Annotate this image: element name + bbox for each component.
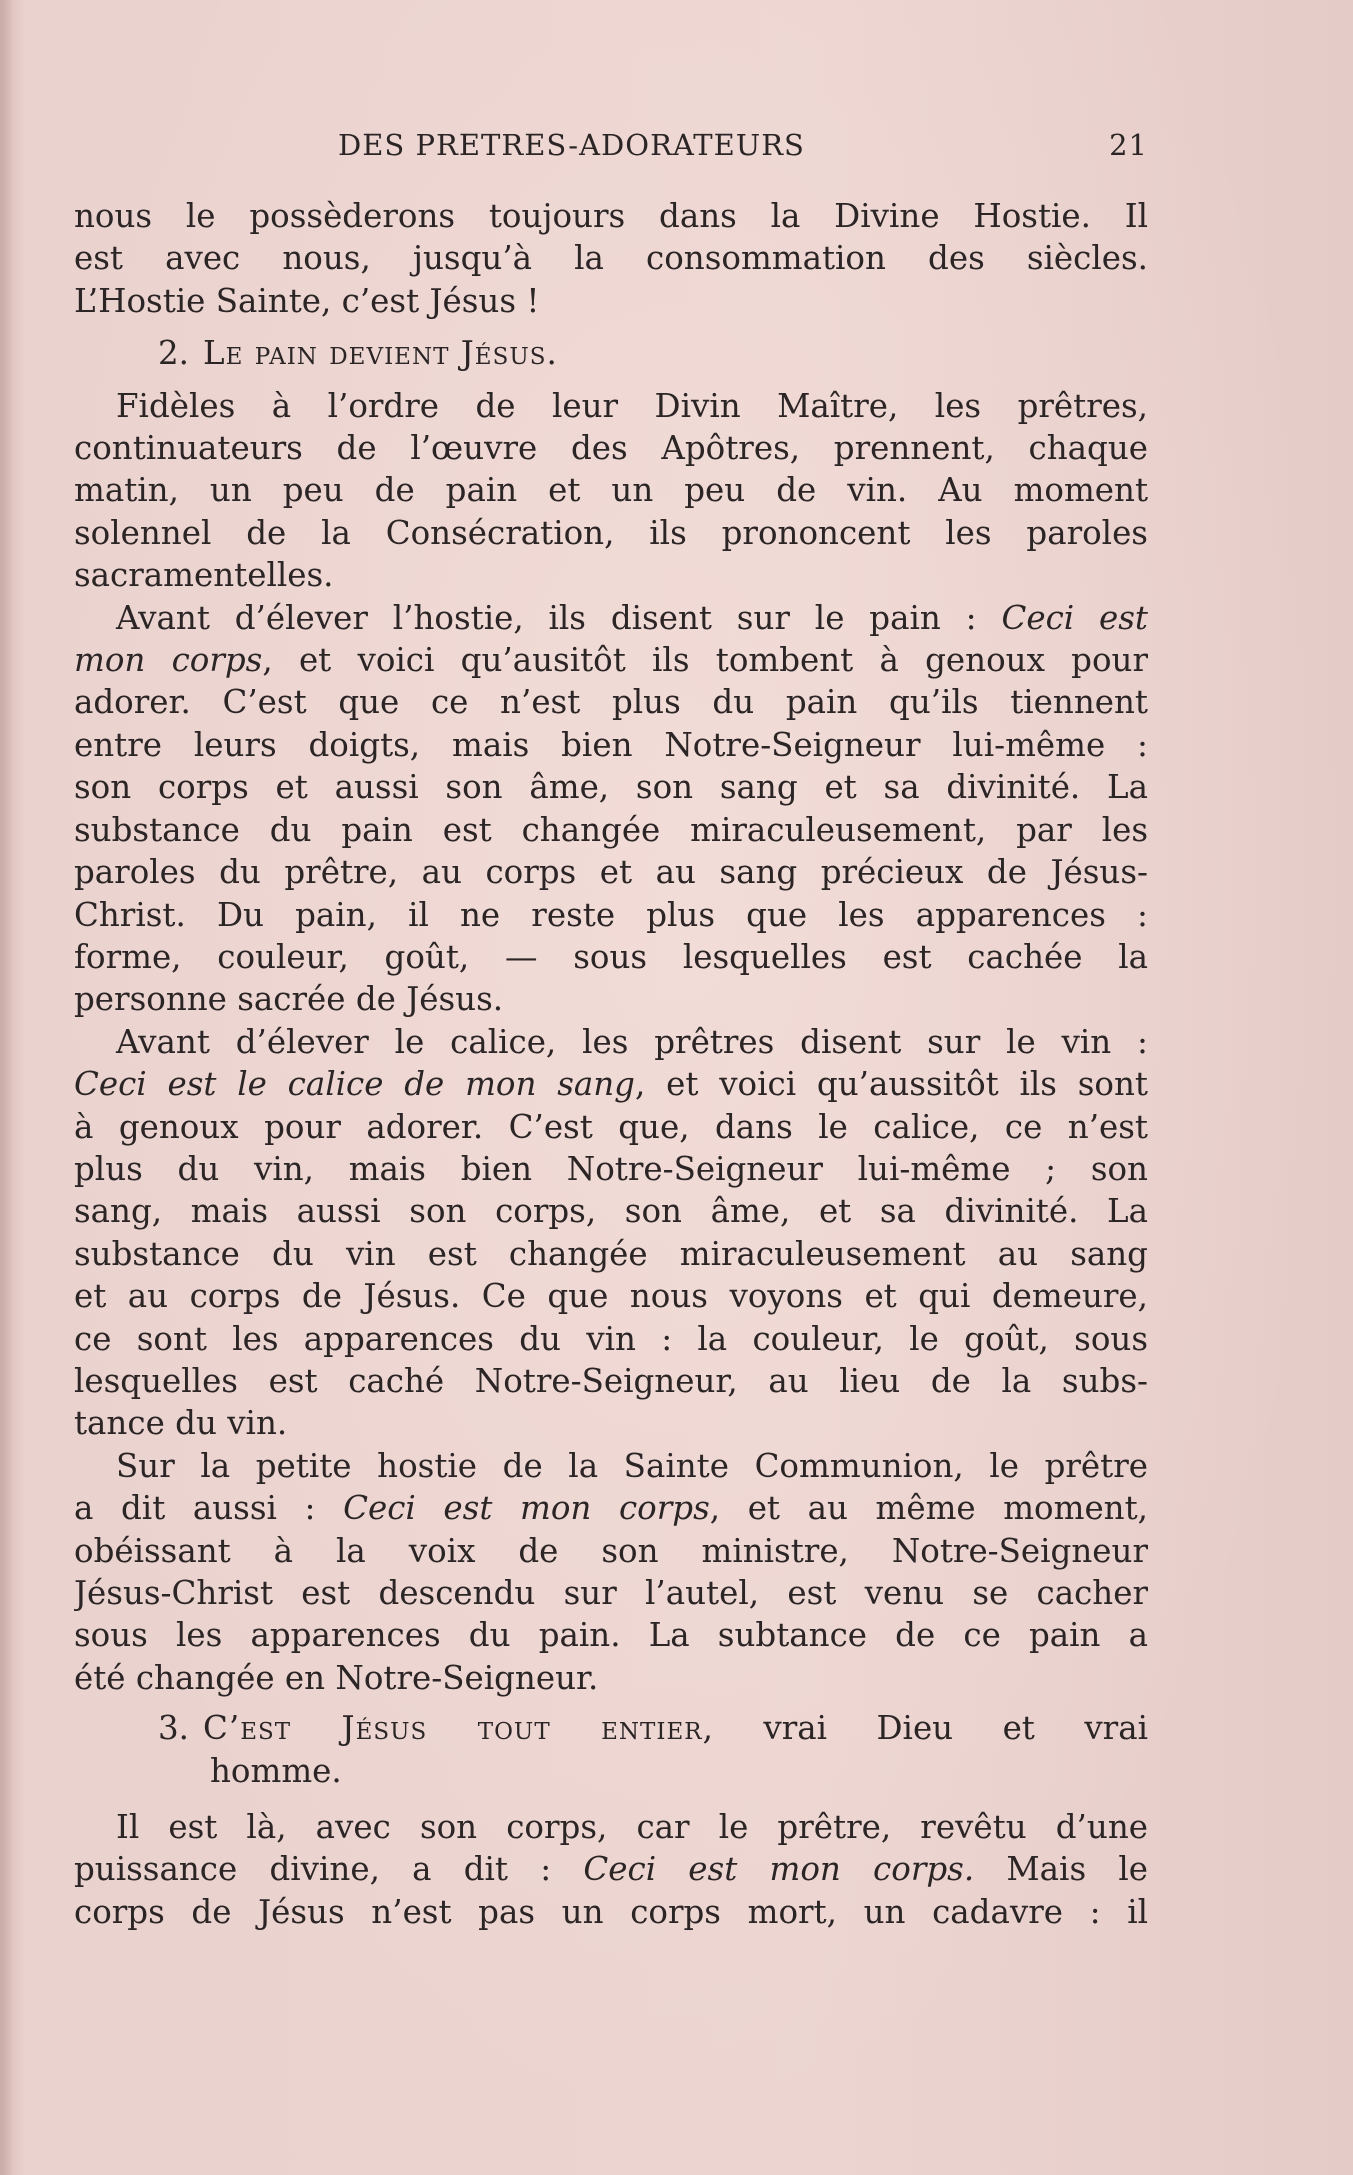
text-line: sang, mais aussi son corps, son âme, et sa divinité. La (74, 1192, 1148, 1231)
text-line (74, 1487, 1148, 1529)
text-line: à genoux pour adorer. C’est que, dans le calice, ce n’est (74, 1107, 1148, 1146)
text-line: personne sacrée de Jésus. (74, 980, 504, 1019)
text-line: ce sont les apparences du vin : la couleur, le goût, sous (74, 1319, 1148, 1358)
italic-quote: Ceci est (1001, 598, 1148, 637)
text-fragment: Mais le (974, 1850, 1148, 1889)
section-title: C’est Jésus tout entier, (203, 1709, 714, 1748)
text-line: sous les apparences du pain. La subtance de ce pain a (74, 1616, 1148, 1655)
running-title: DES PRETRES-ADORATEURS (338, 128, 805, 162)
text-line: substance du pain est changée miraculeusement, par les (74, 810, 1148, 849)
text-line: substance du vin est changée miraculeusement au sang (74, 1234, 1148, 1273)
text-line: matin, un peu de pain et un peu de vin. Au moment (74, 471, 1148, 510)
text-line: est avec nous, jusqu’à la consommation des siècles. (74, 239, 1148, 278)
section-number: 2. (158, 334, 190, 373)
running-head (74, 128, 1148, 168)
text-fragment: , et voici qu’aussitôt ils sont (634, 1065, 1148, 1104)
text-line: solennel de la Consécration, ils prononcent les paroles (74, 513, 1148, 552)
text-line (74, 597, 1148, 639)
text-line: Avant d’élever le calice, les prêtres disent sur le vin : (116, 1022, 1148, 1061)
text-line: tance du vin. (74, 1404, 288, 1443)
text-line: paroles du prêtre, au corps et au sang précieux de Jésus- (74, 853, 1148, 892)
text-fragment: a dit aussi : (74, 1489, 316, 1528)
text-line: corps de Jésus n’est pas un corps mort, un cadavre : il (74, 1892, 1148, 1931)
text-line: forme, couleur, goût, — sous lesquelles est cachée la (74, 937, 1148, 976)
text-line: nous le possèderons toujours dans la Divine Hostie. Il (74, 197, 1148, 235)
text-line: lesquelles est caché Notre-Seigneur, au lieu de la subs- (74, 1361, 1148, 1400)
text-line: L’Hostie Sainte, c’est Jésus ! (74, 281, 540, 320)
text-line: entre leurs doigts, mais bien Notre-Seigneur lui-même : (74, 725, 1148, 764)
section-title: Le pain devient Jésus. (203, 334, 558, 373)
text-line: adorer. C’est que ce n’est plus du pain qu’ils tiennent (74, 683, 1148, 722)
section-heading-2 (74, 332, 1148, 374)
italic-quote: Ceci est le calice de mon sang (74, 1065, 635, 1104)
page-gutter (0, 0, 14, 2175)
text-line: son corps et aussi son âme, son sang et sa divinité. La (74, 768, 1148, 807)
italic-quote: Ceci est mon corps (343, 1489, 710, 1528)
text-line: et au corps de Jésus. Ce que nous voyons et qui demeure, (74, 1277, 1148, 1316)
text-line: plus du vin, mais bien Notre-Seigneur lui-même ; son (74, 1149, 1148, 1188)
text-body (74, 195, 1148, 1933)
text-fragment: puissance divine, a dit : (74, 1850, 552, 1889)
text-fragment: Avant d’élever l’hostie, ils disent sur le pain : (116, 598, 977, 637)
section-heading-line (74, 1707, 1148, 1749)
section-number: 3. (158, 1709, 190, 1748)
text-line: Il est là, avec son corps, car le prêtre, revêtu d’une (116, 1808, 1148, 1847)
text-line (74, 639, 1148, 681)
text-fragment: , et voici qu’ausitôt ils tombent à genoux pour (262, 641, 1148, 680)
text-line (74, 1848, 1148, 1890)
page-number: 21 (1109, 128, 1148, 162)
text-line: Sur la petite hostie de la Sainte Communion, le prêtre (116, 1446, 1148, 1485)
italic-quote: mon corps (74, 641, 263, 680)
text-line: Christ. Du pain, il ne reste plus que les apparences : (74, 895, 1148, 934)
text-line: été changée en Notre-Seigneur. (74, 1658, 599, 1697)
text-line: obéissant à la voix de son ministre, Notre-Seigneur (74, 1531, 1148, 1570)
section-title-rest: vrai Dieu et vrai (713, 1709, 1148, 1748)
text-line: Fidèles à l’ordre de leur Divin Maître, les prêtres, (116, 386, 1148, 425)
italic-quote: Ceci est mon corps. (583, 1850, 975, 1889)
text-line: sacramentelles. (74, 556, 334, 595)
text-line: continuateurs de l’œuvre des Apôtres, prennent, chaque (74, 429, 1148, 468)
text-line: Jésus-Christ est descendu sur l’autel, est venu se cacher (74, 1574, 1148, 1612)
section-heading-3 (74, 1707, 1148, 1792)
text-fragment: , et au même moment, (709, 1489, 1148, 1528)
section-heading-line: homme. (210, 1751, 342, 1790)
text-line (74, 1063, 1148, 1105)
